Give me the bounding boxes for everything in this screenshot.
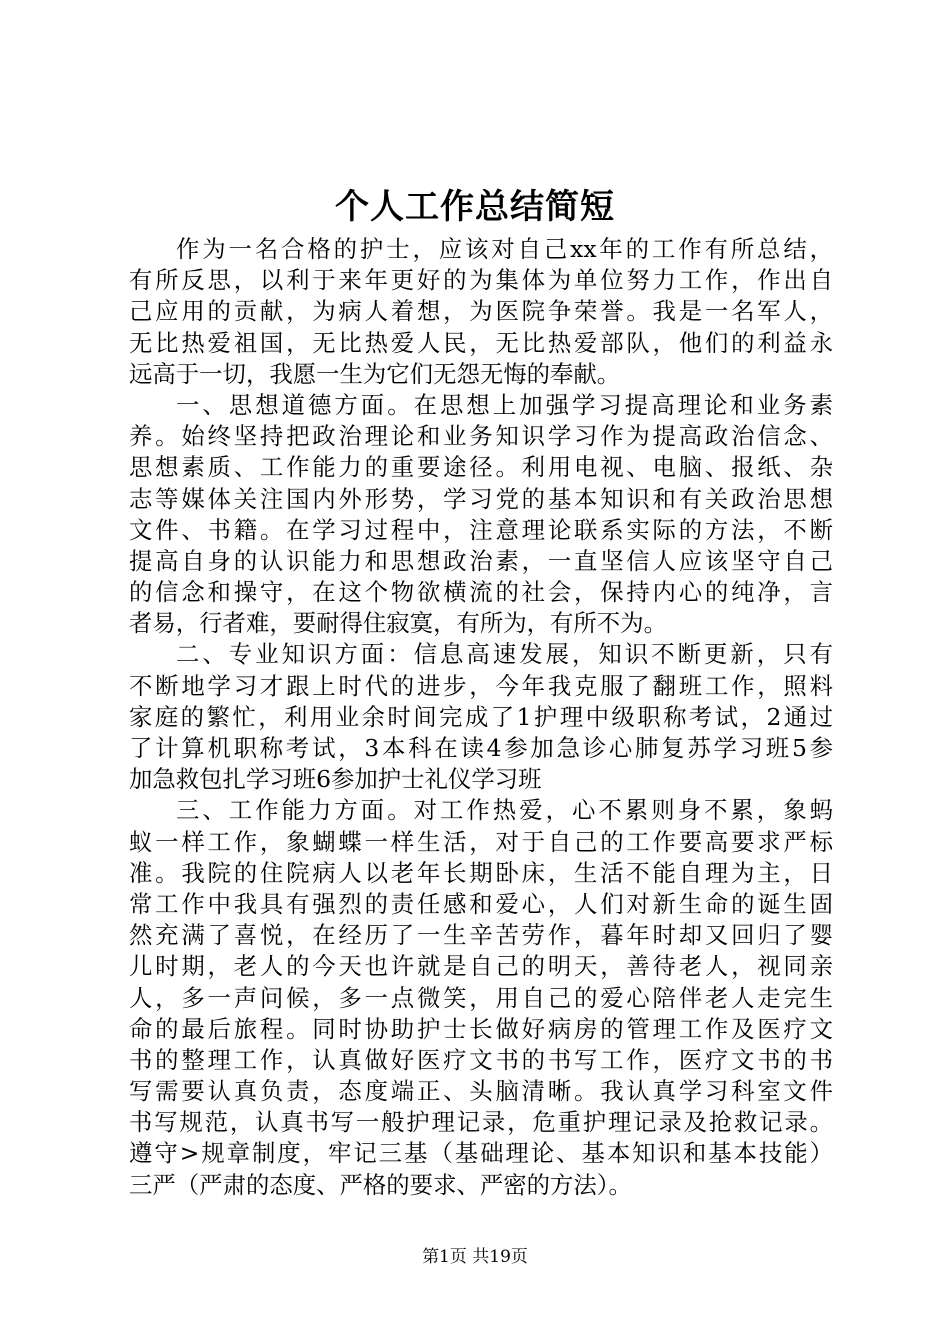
paragraph-line: 作为一名合格的护士，应该对自己xx年的工作有所总结， [176, 235, 833, 263]
paragraph-line: 无比热爱祖国，无比热爱人民，无比热爱部队，他们的利益永 [129, 328, 833, 357]
paragraph-line: 有所反思，以利于来年更好的为集体为单位努力工作，作出自 [129, 266, 833, 295]
paragraph-line: 书的整理工作，认真做好医疗文书的书写工作，医疗文书的书 [129, 1045, 833, 1074]
paragraph-line: 养。始终坚持把政治理论和业务知识学习作为提高政治信念、 [129, 422, 833, 451]
paragraph-line: 蚁一样工作，象蝴蝶一样生活，对于自己的工作要高要求严标 [129, 827, 833, 856]
paragraph-line: 然充满了喜悦，在经历了一生辛苦劳作，暮年时却又回归了婴 [129, 921, 833, 950]
paragraph-line: 二、专业知识方面：信息高速发展，知识不断更新，只有 [176, 640, 833, 669]
paragraph-line: 加急救包扎学习班6参加护士礼仪学习班 [129, 765, 542, 794]
paragraph-line: 者易，行者难，要耐得住寂寞，有所为，有所不为。 [129, 609, 667, 638]
paragraph-line: 常工作中我具有强烈的责任感和爱心，人们对新生命的诞生固 [129, 889, 833, 918]
paragraph-line: 儿时期，老人的今天也许就是自己的明天，善待老人，视同亲 [129, 952, 833, 981]
paragraph-line: 志等媒体关注国内外形势，学习党的基本知识和有关政治思想 [129, 484, 833, 513]
document-body [129, 234, 833, 1201]
paragraph-line: 写需要认真负责，态度端正、头脑清晰。我认真学习科室文件 [129, 1077, 833, 1106]
paragraph-line: 准。我院的住院病人以老年长期卧床，生活不能自理为主，日 [129, 858, 833, 887]
paragraph-line: 了计算机职称考试，3本科在读4参加急诊心肺复苏学习班5参 [129, 734, 833, 762]
paragraph-line: 不断地学习才跟上时代的进步，今年我克服了翻班工作，照料 [129, 671, 833, 700]
paragraph-line: 的信念和操守，在这个物欲横流的社会，保持内心的纯净，言 [129, 578, 833, 607]
paragraph-line: 一、思想道德方面。在思想上加强学习提高理论和业务素 [176, 390, 833, 419]
paragraph-line: 书写规范，认真书写一般护理记录，危重护理记录及抢救记录。 [129, 1108, 833, 1137]
paragraph-line: 三严（严肃的态度、严格的要求、严密的方法）。 [129, 1170, 632, 1199]
page-footer: 第1页 共19页 [422, 1247, 528, 1267]
paragraph-line: 远高于一切，我愿一生为它们无怨无悔的奉献。 [129, 359, 621, 388]
paragraph-line: 己应用的贡献，为病人着想，为医院争荣誉。我是一名军人， [129, 297, 833, 326]
paragraph-line: 思想素质、工作能力的重要途径。利用电视、电脑、报纸、杂 [129, 453, 833, 482]
paragraph-line: 遵守>规章制度，牢记三基（基础理论、基本知识和基本技能） [129, 1139, 833, 1168]
paragraph-line: 人，多一声问候，多一点微笑，用自己的爱心陪伴老人走完生 [129, 983, 833, 1012]
document-title: 个人工作总结简短 [335, 187, 615, 227]
paragraph-line: 命的最后旅程。同时协助护士长做好病房的管理工作及医疗文 [129, 1014, 833, 1043]
paragraph-line: 提高自身的认识能力和思想政治素，一直坚信人应该坚守自己 [129, 546, 833, 575]
paragraph-line: 三、工作能力方面。对工作热爱，心不累则身不累，象蚂 [176, 796, 833, 825]
paragraph-line: 家庭的繁忙，利用业余时间完成了1护理中级职称考试，2通过 [129, 702, 833, 731]
paragraph-line: 文件、书籍。在学习过程中，注意理论联系实际的方法，不断 [129, 515, 833, 544]
